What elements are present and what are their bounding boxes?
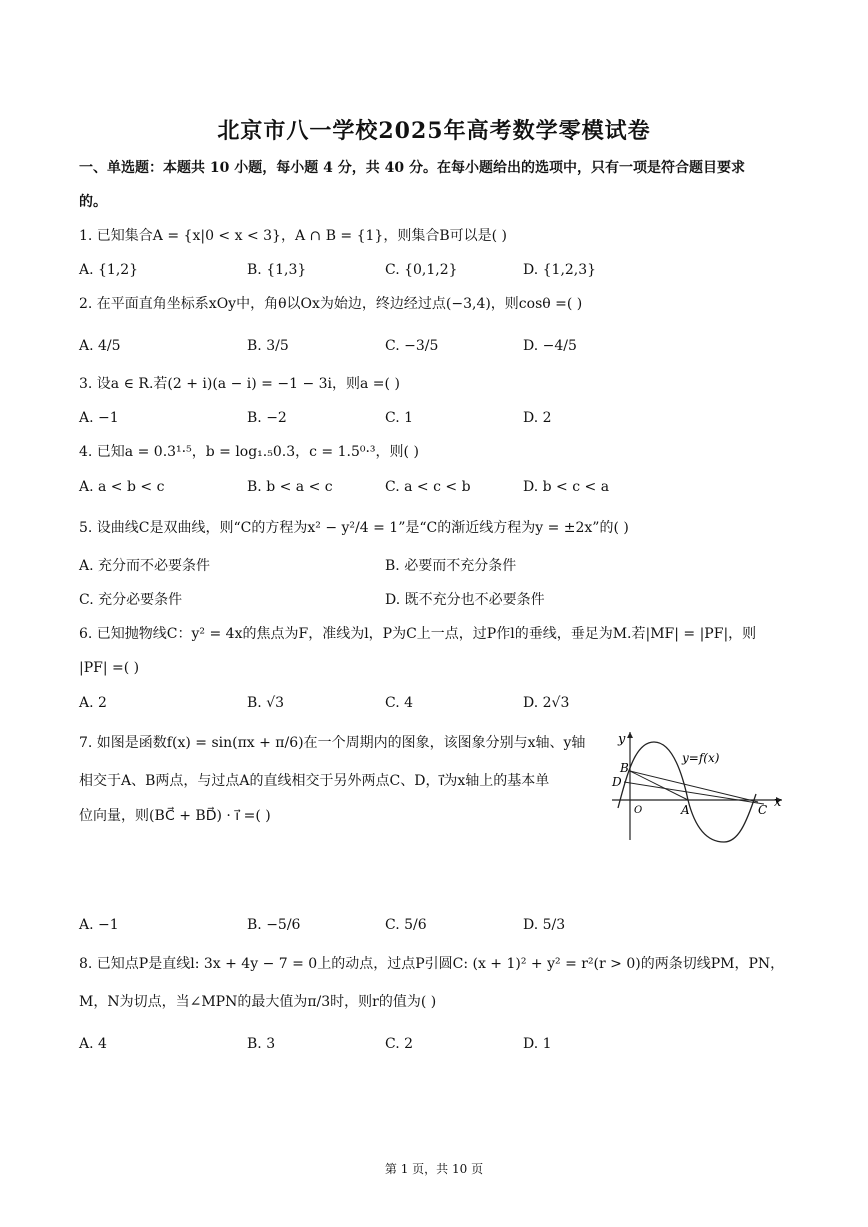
- q8-option-a: A. 4: [79, 1036, 107, 1052]
- q1-option-c: C. {0,1,2}: [385, 262, 458, 278]
- function-graph-figure: [606, 728, 792, 844]
- section-heading: 一、单选题：本题共 10 小题，每小题 4 分，共 40 分。在每小题给出的选项中，只有一项是符合题目要求: [79, 160, 745, 176]
- q6-option-a: A. 2: [79, 695, 107, 711]
- q7-option-d: D. 5/3: [523, 917, 566, 933]
- q1-option-a: A. {1,2}: [79, 262, 139, 278]
- q8-option-d: D. 1: [523, 1036, 552, 1052]
- origin-label: O: [634, 805, 643, 816]
- q5-option-d: D. 既不充分也不必要条件: [385, 592, 545, 608]
- q5-option-c: C. 充分必要条件: [79, 592, 183, 608]
- q7-option-b: B. −5/6: [247, 917, 301, 933]
- question-5-stem: 5. 设曲线C是双曲线，则“C的方程为x² − y²/4 = 1”是“C的渐近线方程为y = ±2x”的( ): [79, 520, 629, 536]
- point-d-label: D: [612, 775, 622, 789]
- q5-option-b: B. 必要而不充分条件: [385, 558, 517, 574]
- q4-option-c: C. a < c < b: [385, 479, 471, 495]
- q1-option-b: B. {1,3}: [247, 262, 307, 278]
- q3-option-a: A. −1: [79, 410, 119, 426]
- question-8-stem: 8. 已知点P是直线l: 3x + 4y − 7 = 0上的动点，过点P引圆C: (x + 1)² + y² = r²(r > 0)的两条切线PM，PN，: [79, 956, 785, 972]
- line-through-a: [624, 782, 764, 804]
- y-axis-arrow: [627, 732, 633, 738]
- q2-option-b: B. 3/5: [247, 338, 289, 354]
- q6-option-b: B. √3: [247, 695, 285, 711]
- q8-option-c: C. 2: [385, 1036, 414, 1052]
- question-7-stem-cont2: 位向量，则(BC⃗ + BD⃗) · i⃗ =( ): [79, 808, 271, 824]
- question-7-stem-cont1: 相交于A、B两点，与过点A的直线相交于另外两点C、D，i⃗为x轴上的基本单: [79, 773, 550, 789]
- section-heading-cont: 的。: [79, 194, 107, 210]
- point-b-label: B: [620, 761, 629, 775]
- question-8-stem-cont: M，N为切点，当∠MPN的最大值为π/3时，则r的值为( ): [79, 994, 437, 1010]
- q4-option-d: D. b < c < a: [523, 479, 610, 495]
- segment-ba: [630, 771, 688, 800]
- point-a-label: A: [681, 803, 690, 817]
- question-3-stem: 3. 设a ∈ R.若(2 + i)(a − i) = −1 − 3i，则a =( ): [79, 376, 400, 392]
- segment-bc: [630, 771, 758, 802]
- x-axis-label: x: [774, 795, 782, 810]
- q3-option-d: D. 2: [523, 410, 552, 426]
- q1-option-d: D. {1,2,3}: [523, 262, 597, 278]
- y-axis-label: y: [618, 732, 626, 747]
- q7-option-c: C. 5/6: [385, 917, 427, 933]
- q3-option-b: B. −2: [247, 410, 287, 426]
- q2-option-a: A. 4/5: [79, 338, 121, 354]
- page-title: 北京市八一学校2025年高考数学零模试卷: [217, 118, 651, 144]
- q8-option-b: B. 3: [247, 1036, 276, 1052]
- q4-option-a: A. a < b < c: [79, 479, 165, 495]
- page-footer: 第 1 页，共 10 页: [384, 1162, 484, 1176]
- question-7-stem: 7. 如图是函数f(x) = sin(πx + π/6)在一个周期内的图象，该图象分别与x轴、y轴: [79, 735, 586, 751]
- q6-option-c: C. 4: [385, 695, 414, 711]
- q3-option-c: C. 1: [385, 410, 414, 426]
- q2-option-c: C. −3/5: [385, 338, 439, 354]
- q4-option-b: B. b < a < c: [247, 479, 333, 495]
- q6-option-d: D. 2√3: [523, 695, 570, 711]
- q2-option-d: D. −4/5: [523, 338, 577, 354]
- question-6-stem: 6. 已知抛物线C：y² = 4x的焦点为F，准线为l，P为C上一点，过P作l的垂线，垂足为M.若|MF| = |PF|，则: [79, 626, 757, 642]
- question-6-stem-cont: |PF| =( ): [79, 660, 140, 676]
- q7-option-a: A. −1: [79, 917, 119, 933]
- point-c-label: C: [758, 803, 768, 817]
- function-label: y=f(x): [682, 751, 720, 765]
- question-1-stem: 1. 已知集合A = {x|0 < x < 3}，A ∩ B = {1}，则集合B可以是( ): [79, 228, 507, 244]
- q5-option-a: A. 充分而不必要条件: [79, 558, 211, 574]
- question-2-stem: 2. 在平面直角坐标系xOy中，角θ以Ox为始边，终边经过点(−3,4)，则cosθ =( ): [79, 296, 583, 312]
- question-4-stem: 4. 已知a = 0.3¹·⁵，b = log₁.₅0.3，c = 1.5⁰·³，则( ): [79, 444, 419, 460]
